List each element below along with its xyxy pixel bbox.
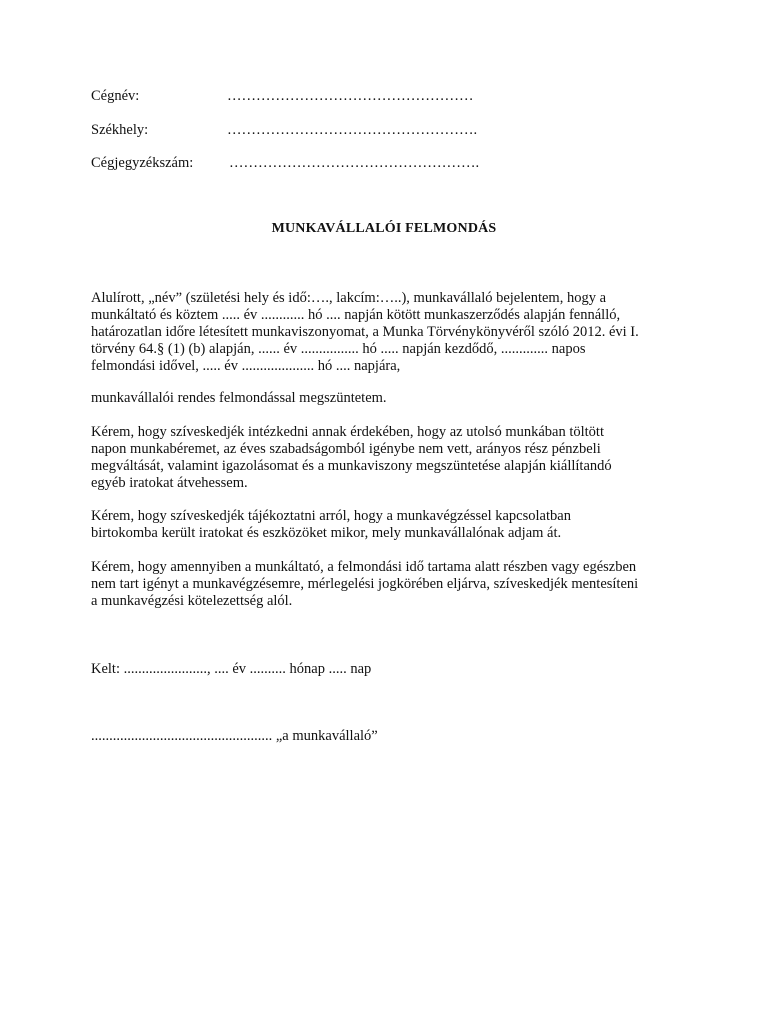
document-title: MUNKAVÁLLALÓI FELMONDÁS bbox=[271, 221, 497, 236]
paragraph-termination: munkavállalói rendes felmondással megszüntetem. bbox=[91, 390, 387, 406]
paragraph-line: munkáltató és köztem ..... év ............ hó .... napján kötött munkaszerződés alapján fennálló, bbox=[91, 307, 621, 323]
registration-number-label: Cégjegyzékszám: bbox=[91, 155, 194, 171]
registration-number-row bbox=[91, 155, 479, 172]
seat-label: Székhely: bbox=[91, 122, 149, 138]
paragraph-line: nem tart igényt a munkavégzésemre, mérlegelési jogkörében eljárva, szíveskedjék mentesíteni bbox=[91, 576, 639, 592]
date-line: Kelt: ......................., .... év .......... hónap ..... nap bbox=[91, 661, 372, 677]
paragraph-line: megváltását, valamint igazolásomat és a munkaviszony megszüntetése alapján kiállítandó bbox=[91, 458, 612, 474]
seat-value: ……………………………………………. bbox=[227, 122, 478, 138]
paragraph-line: egyéb iratokat átvehessem. bbox=[91, 475, 248, 491]
paragraph-exemption bbox=[91, 559, 681, 610]
company-name-label: Cégnév: bbox=[91, 88, 140, 104]
paragraph-line: napon munkabéremet, az éves szabadságomból igénybe nem vett, arányos rész pénzbeli bbox=[91, 441, 601, 457]
paragraph-line: Kérem, hogy amennyiben a munkáltató, a felmondási idő tartama alatt részben vagy egészben bbox=[91, 559, 637, 575]
seat-row bbox=[91, 122, 477, 139]
signature-line: .................................................. „a munkavállaló” bbox=[91, 728, 378, 744]
paragraph-line: törvény 64.§ (1) (b) alapján, ...... év ................ hó ..... napján kezdődő, ............. napos bbox=[91, 341, 586, 357]
paragraph-line: felmondási idővel, ..... év .................... hó .... napjára, bbox=[91, 358, 401, 374]
registration-number-value: ……………………………………………. bbox=[229, 155, 480, 171]
paragraph-line: a munkavégzési kötelezettség alól. bbox=[91, 593, 293, 609]
paragraph-line: Kérem, hogy szíveskedjék intézkedni annak érdekében, hogy az utolsó munkában töltött bbox=[91, 424, 604, 440]
paragraph-documents-return bbox=[91, 508, 681, 542]
paragraph-resignation bbox=[91, 290, 681, 375]
company-name-row bbox=[91, 88, 474, 105]
paragraph-line: birtokomba került iratokat és eszközöket mikor, mely munkavállalónak adjam át. bbox=[91, 525, 562, 541]
paragraph-line: határozatlan időre létesített munkaviszonyomat, a Munka Törvénykönyvéről szóló 2012. évi I. bbox=[91, 324, 639, 340]
paragraph-final-pay bbox=[91, 424, 681, 492]
paragraph-line: Alulírott, „név” (születési hely és idő:…., lakcím:…..), munkavállaló bejelentem, hogy a bbox=[91, 290, 607, 306]
company-name-value: …………………………………………… bbox=[227, 88, 474, 104]
paragraph-line: Kérem, hogy szíveskedjék tájékoztatni arról, hogy a munkavégzéssel kapcsolatban bbox=[91, 508, 571, 524]
